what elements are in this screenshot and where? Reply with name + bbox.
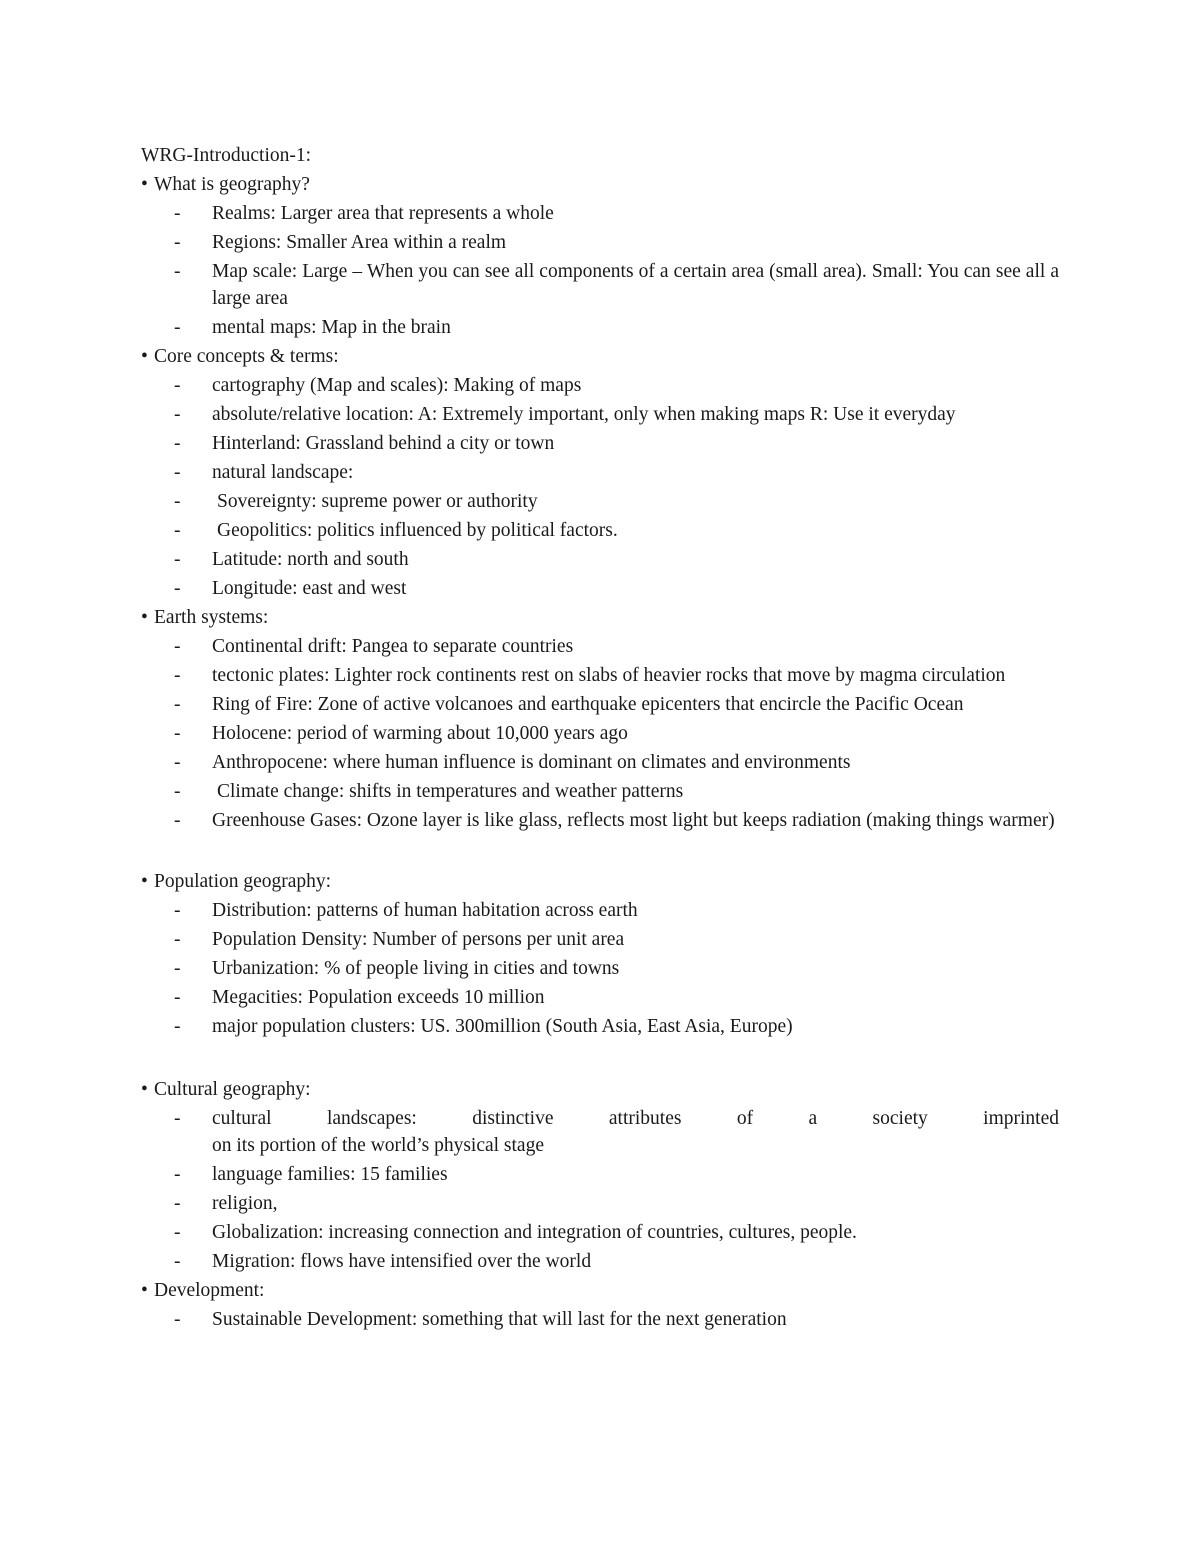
list-item-text: major population clusters: US. 300million (South Asia, East Asia, Europe)	[212, 1016, 793, 1037]
bullet-icon: •	[141, 1079, 148, 1100]
dash-icon: -	[174, 1309, 181, 1330]
list-item	[141, 1189, 1059, 1218]
bullet-icon: •	[141, 346, 148, 367]
item-list	[141, 1104, 1059, 1276]
section-core-concepts	[141, 342, 1059, 603]
list-item-text: natural landscape:	[212, 462, 354, 483]
section-heading-text: Population geography:	[154, 871, 332, 892]
list-item	[141, 806, 1059, 835]
list-item	[141, 690, 1059, 719]
item-list	[141, 199, 1059, 342]
list-item	[141, 458, 1059, 487]
list-item	[141, 313, 1059, 342]
list-item-text: Longitude: east and west	[212, 578, 407, 599]
list-item	[141, 777, 1059, 806]
dash-icon: -	[174, 694, 181, 715]
spacer	[141, 835, 1059, 867]
list-item-text: Megacities: Population exceeds 10 million	[212, 987, 545, 1008]
list-item-text: Anthropocene: where human influence is dominant on climates and environments	[212, 752, 851, 773]
list-item-text: Population Density: Number of persons per unit area	[212, 929, 625, 950]
section-heading-text: Earth systems:	[154, 607, 269, 628]
section-heading	[141, 170, 1059, 199]
section-heading	[141, 1075, 1059, 1104]
list-item-text: Latitude: north and south	[212, 549, 409, 570]
list-item	[141, 632, 1059, 661]
dash-icon: -	[174, 404, 181, 425]
list-item-text: Regions: Smaller Area within a realm	[212, 232, 507, 253]
list-item	[141, 400, 1059, 429]
dash-icon: -	[174, 781, 181, 802]
list-item-text: Distribution: patterns of human habitation across earth	[212, 900, 638, 921]
list-item	[141, 1247, 1059, 1276]
list-item-text: cartography (Map and scales): Making of maps	[212, 375, 582, 396]
section-heading	[141, 603, 1059, 632]
list-item-text: Greenhouse Gases: Ozone layer is like glass, reflects most light but keeps radiation (making things warmer)	[212, 810, 1055, 831]
list-item-text	[212, 1104, 1059, 1160]
section-heading-text: What is geography?	[154, 174, 310, 195]
list-item	[141, 516, 1059, 545]
list-item-text: language families: 15 families	[212, 1164, 448, 1185]
dash-icon: -	[174, 578, 181, 599]
list-item	[141, 429, 1059, 458]
section-heading-text: Development:	[154, 1280, 265, 1301]
list-item-text: absolute/relative location: A: Extremely important, only when making maps R: Use it everyday	[212, 404, 956, 425]
bullet-icon: •	[141, 871, 148, 892]
list-item-text: Migration: flows have intensified over the world	[212, 1251, 592, 1272]
dash-icon: -	[174, 1251, 181, 1272]
list-item-text: Continental drift: Pangea to separate countries	[212, 636, 574, 657]
dash-icon: -	[174, 261, 181, 282]
list-item-text: mental maps: Map in the brain	[212, 317, 451, 338]
list-item-text: Hinterland: Grassland behind a city or town	[212, 433, 555, 454]
bullet-icon: •	[141, 1280, 148, 1301]
list-item-text: Realms: Larger area that represents a whole	[212, 203, 554, 224]
list-item	[141, 257, 1059, 313]
dash-icon: -	[174, 1016, 181, 1037]
list-item	[141, 983, 1059, 1012]
section-development	[141, 1276, 1059, 1334]
dash-icon: -	[174, 723, 181, 744]
dash-icon: -	[174, 810, 181, 831]
list-item	[141, 954, 1059, 983]
bullet-icon: •	[141, 607, 148, 628]
section-earth-systems	[141, 603, 1059, 835]
item-list	[141, 632, 1059, 835]
dash-icon: -	[174, 203, 181, 224]
list-item-text: Sovereignty: supreme power or authority	[217, 491, 538, 512]
dash-icon: -	[174, 520, 181, 541]
dash-icon: -	[174, 1222, 181, 1243]
list-item-text: Map scale: Large – When you can see all components of a certain area (small area). Small: You can see all a large area	[212, 261, 1059, 309]
list-item	[141, 719, 1059, 748]
list-item	[141, 545, 1059, 574]
list-item-text: Holocene: period of warming about 10,000 years ago	[212, 723, 628, 744]
list-item	[141, 896, 1059, 925]
spacer	[141, 1041, 1059, 1075]
dash-icon: -	[174, 929, 181, 950]
dash-icon: -	[174, 491, 181, 512]
section-population-geography	[141, 867, 1059, 1041]
list-item	[141, 925, 1059, 954]
list-item	[141, 1160, 1059, 1189]
list-item	[141, 574, 1059, 603]
dash-icon: -	[174, 752, 181, 773]
list-item	[141, 1104, 1059, 1160]
section-heading	[141, 1276, 1059, 1305]
document-title: WRG-Introduction-1:	[141, 145, 312, 166]
dash-icon: -	[174, 317, 181, 338]
list-item-text: Globalization: increasing connection and integration of countries, cultures, people.	[212, 1222, 857, 1243]
dash-icon: -	[174, 462, 181, 483]
list-item-text: religion,	[212, 1193, 278, 1214]
dash-icon: -	[174, 636, 181, 657]
list-item	[141, 228, 1059, 257]
item-list	[141, 1305, 1059, 1334]
list-item-text: Urbanization: % of people living in cities and towns	[212, 958, 620, 979]
dash-icon: -	[174, 665, 181, 686]
list-item	[141, 487, 1059, 516]
dash-icon: -	[174, 232, 181, 253]
dash-icon: -	[174, 1193, 181, 1214]
dash-icon: -	[174, 958, 181, 979]
list-item-line: on its portion of the world’s physical stage	[212, 1135, 544, 1156]
section-heading-text: Core concepts & terms:	[154, 346, 339, 367]
list-item	[141, 199, 1059, 228]
section-what-is-geography	[141, 170, 1059, 342]
dash-icon: -	[174, 549, 181, 570]
item-list	[141, 371, 1059, 603]
list-item	[141, 1218, 1059, 1247]
list-item-text: Ring of Fire: Zone of active volcanoes and earthquake epicenters that encircle the Pacific Ocean	[212, 694, 964, 715]
dash-icon: -	[174, 1108, 181, 1129]
list-item-text: tectonic plates: Lighter rock continents rest on slabs of heavier rocks that move by magma circulation	[212, 665, 1006, 686]
bullet-icon: •	[141, 174, 148, 195]
dash-icon: -	[174, 375, 181, 396]
list-item-line: cultural landscapes: distinctive attributes of a society imprinted	[212, 1108, 1059, 1129]
list-item	[141, 1305, 1059, 1334]
section-cultural-geography	[141, 1075, 1059, 1276]
list-item-text: Sustainable Development: something that will last for the next generation	[212, 1309, 787, 1330]
dash-icon: -	[174, 987, 181, 1008]
document-page	[141, 141, 1059, 1334]
dash-icon: -	[174, 433, 181, 454]
section-heading	[141, 867, 1059, 896]
list-item-text: Geopolitics: politics influenced by political factors.	[217, 520, 618, 541]
list-item-text: Climate change: shifts in temperatures and weather patterns	[217, 781, 684, 802]
list-item	[141, 1012, 1059, 1041]
list-item	[141, 371, 1059, 400]
section-heading-text: Cultural geography:	[154, 1079, 311, 1100]
item-list	[141, 896, 1059, 1041]
section-heading	[141, 342, 1059, 371]
list-item	[141, 748, 1059, 777]
dash-icon: -	[174, 900, 181, 921]
list-item	[141, 661, 1059, 690]
dash-icon: -	[174, 1164, 181, 1185]
